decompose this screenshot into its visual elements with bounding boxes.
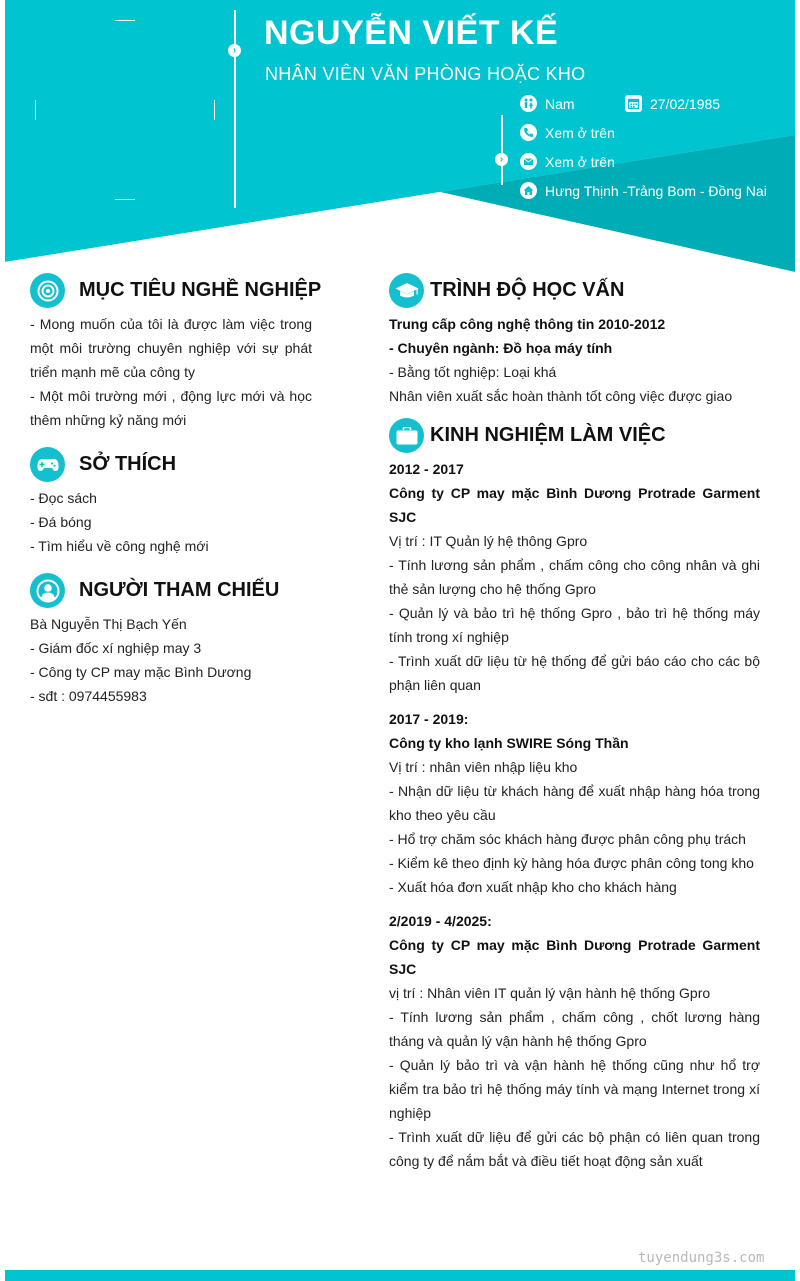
job-period: 2/2019 - 4/2025: (389, 913, 492, 929)
education-degree: - Bằng tốt nghiệp: Loại khá (389, 364, 557, 380)
candidate-name: NGUYỄN VIẾT KẾ (264, 14, 559, 52)
address-info (520, 182, 767, 199)
gender-icon (520, 95, 537, 112)
job-line: - Hổ trợ chăm sóc khách hàng được phân công phụ trách (389, 831, 746, 847)
job-line: - Tính lương sản phẩm , chấm công , chốt lương hàng tháng và quản lý vận hành hệ thống Gpro (389, 1009, 760, 1049)
calendar-icon (625, 95, 642, 112)
hobby-item: - Tìm hiểu về công nghệ mới (30, 538, 209, 554)
hobbies-heading (30, 447, 176, 482)
objective-line: - Mong muốn của tôi là được làm việc trong một môi trường chuyên nghiệp với sự phát triển mạnh mẽ của công ty (30, 316, 312, 380)
job-line: - Nhận dữ liệu từ khách hàng để xuất nhập hàng hóa trong kho theo yêu cầu (389, 783, 760, 823)
address-value: Hưng Thịnh -Trảng Bom - Đồng Nai (545, 182, 767, 199)
job-company: Công ty CP may mặc Bình Dương Protrade Garment SJC (389, 937, 760, 977)
experience-body (389, 457, 760, 1173)
contact-divider-line (501, 115, 503, 185)
header-divider-line (234, 10, 236, 208)
objective-heading (30, 273, 321, 308)
experience-job (389, 707, 760, 899)
phone-value: Xem ở trên (545, 124, 615, 141)
reference-line: Bà Nguyễn Thị Bạch Yến (30, 616, 187, 632)
job-company: Công ty CP may mặc Bình Dương Protrade Garment SJC (389, 485, 760, 525)
job-period: 2012 - 2017 (389, 461, 464, 477)
gamepad-icon (30, 447, 65, 482)
references-heading (30, 573, 279, 608)
job-line: - Kiểm kê theo định kỳ hàng hóa được phân công tong kho (389, 855, 754, 871)
contact-chevron-icon: › (495, 153, 508, 166)
hobby-item: - Đọc sách (30, 490, 97, 506)
education-school: Trung cấp công nghệ thông tin 2010-2012 (389, 316, 666, 332)
job-line: - Quản lý bảo trì và vận hành hệ thống cũng như hổ trợ kiểm tra bảo trì hệ thống máy tính và mạng Internet trong xí nghiệp (389, 1057, 760, 1121)
target-icon (30, 273, 65, 308)
experience-title: KINH NGHIỆM LÀM VIỆC (430, 424, 666, 446)
reference-line: - sđt : 0974455983 (30, 688, 147, 704)
objective-line: - Một môi trường mới , động lực mới và học thêm những kỷ năng mới (30, 388, 312, 428)
reference-line: - Công ty CP may mặc Bình Dương (30, 664, 252, 680)
education-note: Nhân viên xuất sắc hoàn thành tốt công việc được giao (389, 388, 733, 404)
job-company: Công ty kho lạnh SWIRE Sóng Thần (389, 735, 629, 751)
email-info (520, 153, 615, 170)
job-period: 2017 - 2019: (389, 711, 469, 727)
divider-chevron-icon: › (228, 44, 241, 57)
experience-job (389, 909, 760, 1173)
objective-title: MỤC TIÊU NGHỀ NGHIỆP (79, 279, 322, 301)
job-line: - Trình xuất dữ liệu để gửi các bộ phận có liên quan trong công ty để nắm bắt và điều tiết hoạt động sản xuất (389, 1129, 760, 1169)
email-value: Xem ở trên (545, 153, 615, 170)
photo-frame (35, 20, 215, 200)
gender-info (520, 95, 575, 112)
watermark: tuyendung3s.com (638, 1250, 765, 1266)
job-line: - Quản lý và bảo trì hệ thống Gpro , bảo trì hệ thống máy tính trong xí nghiệp (389, 605, 760, 645)
job-line: Vị trí : nhân viên nhập liệu kho (389, 759, 578, 775)
phone-info (520, 124, 615, 141)
objective-text (30, 312, 312, 432)
education-major: - Chuyên ngành: Đồ họa máy tính (389, 340, 613, 356)
briefcase-icon (389, 418, 424, 453)
references-title: NGƯỜI THAM CHIẾU (79, 579, 280, 601)
job-line: vị trí : Nhân viên IT quản lý vận hành hệ thống Gpro (389, 985, 711, 1001)
job-line: Vị trí : IT Quản lý hệ thông Gpro (389, 533, 588, 549)
graduation-cap-icon (389, 273, 424, 308)
phone-icon (520, 124, 537, 141)
birthday-value: 27/02/1985 (650, 95, 721, 112)
education-heading (389, 273, 624, 308)
job-line: - Tính lương sản phẩm , chấm công cho công nhân và ghi thẻ sản lượng cho hệ thống Gpro (389, 557, 760, 597)
birthday-info (625, 95, 720, 112)
user-icon (30, 573, 65, 608)
gender-value: Nam (545, 95, 575, 112)
education-body (389, 312, 760, 408)
mail-icon (520, 153, 537, 170)
experience-heading (389, 418, 666, 453)
hobbies-title: SỞ THÍCH (79, 453, 177, 475)
hobbies-list (30, 486, 312, 558)
references-list (30, 612, 312, 708)
footer-bar (5, 1270, 795, 1281)
reference-line: - Giám đốc xí nghiệp may 3 (30, 640, 202, 656)
education-title: TRÌNH ĐỘ HỌC VẤN (430, 279, 625, 301)
experience-job (389, 457, 760, 697)
hobby-item: - Đá bóng (30, 514, 92, 530)
home-icon (520, 182, 537, 199)
candidate-job-title: NHÂN VIÊN VĂN PHÒNG HOẶC KHO (265, 64, 586, 84)
job-line: - Xuất hóa đơn xuất nhập kho cho khách hàng (389, 879, 677, 895)
job-line: - Trình xuất dữ liệu từ hệ thống để gửi báo cáo cho các bộ phận liên quan (389, 653, 760, 693)
